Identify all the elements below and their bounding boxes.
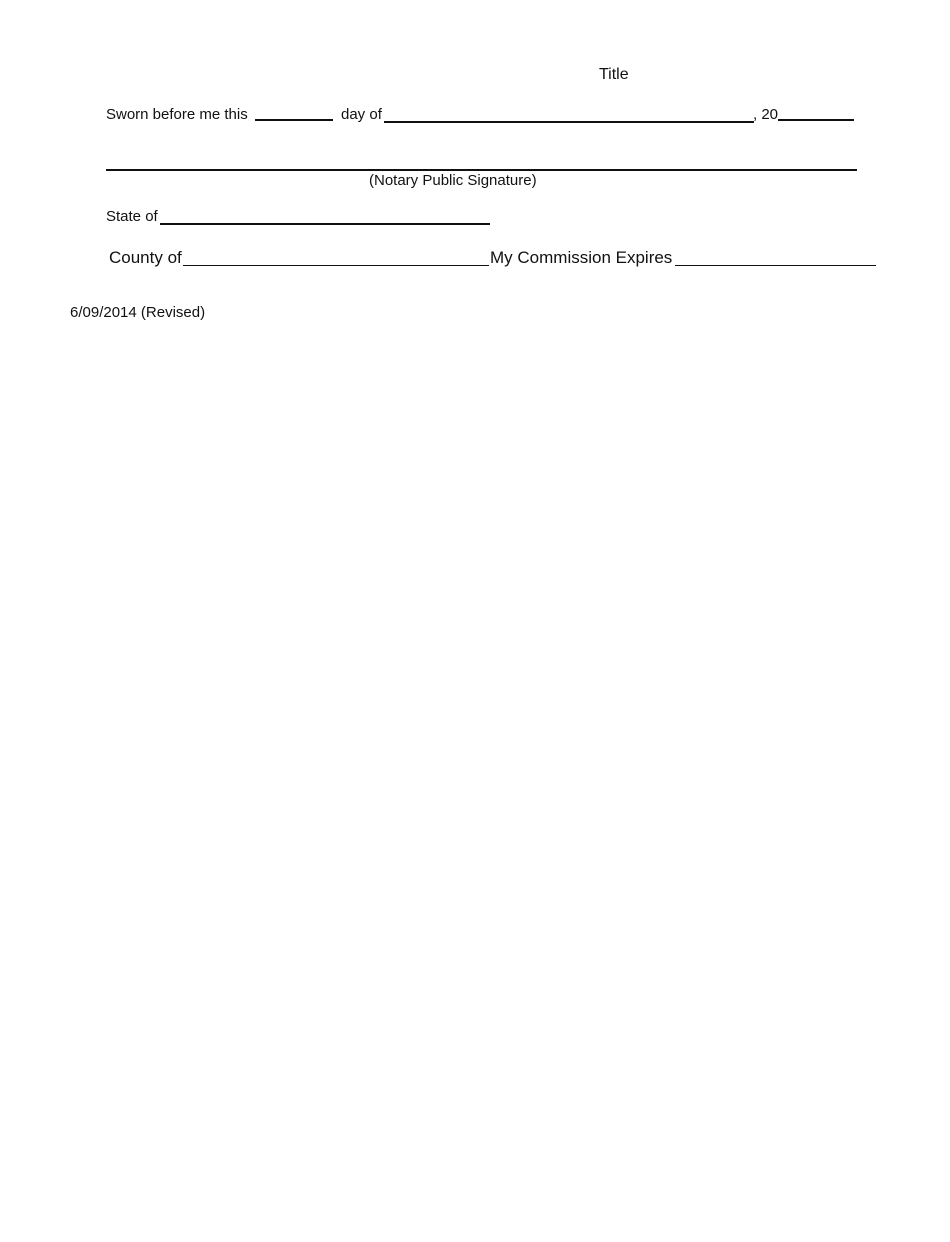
notary-signature-caption: (Notary Public Signature): [369, 172, 537, 189]
sworn-before-label: Sworn before me this: [106, 106, 248, 123]
commission-expires-label: My Commission Expires: [490, 248, 673, 267]
state-field[interactable]: [160, 223, 490, 225]
day-number-field[interactable]: [255, 119, 333, 121]
year-prefix-label: , 20: [753, 106, 779, 123]
notary-signature-field[interactable]: [106, 169, 857, 171]
commission-expires-field[interactable]: [675, 265, 876, 266]
county-field[interactable]: [183, 265, 489, 266]
revision-note: 6/09/2014 (Revised): [70, 304, 206, 321]
year-field[interactable]: [778, 119, 854, 121]
state-of-label: State of: [106, 208, 158, 225]
title-label: Title: [599, 66, 629, 83]
month-field[interactable]: [384, 121, 754, 123]
county-of-label: County of: [109, 248, 182, 267]
day-of-label: day of: [341, 106, 382, 123]
